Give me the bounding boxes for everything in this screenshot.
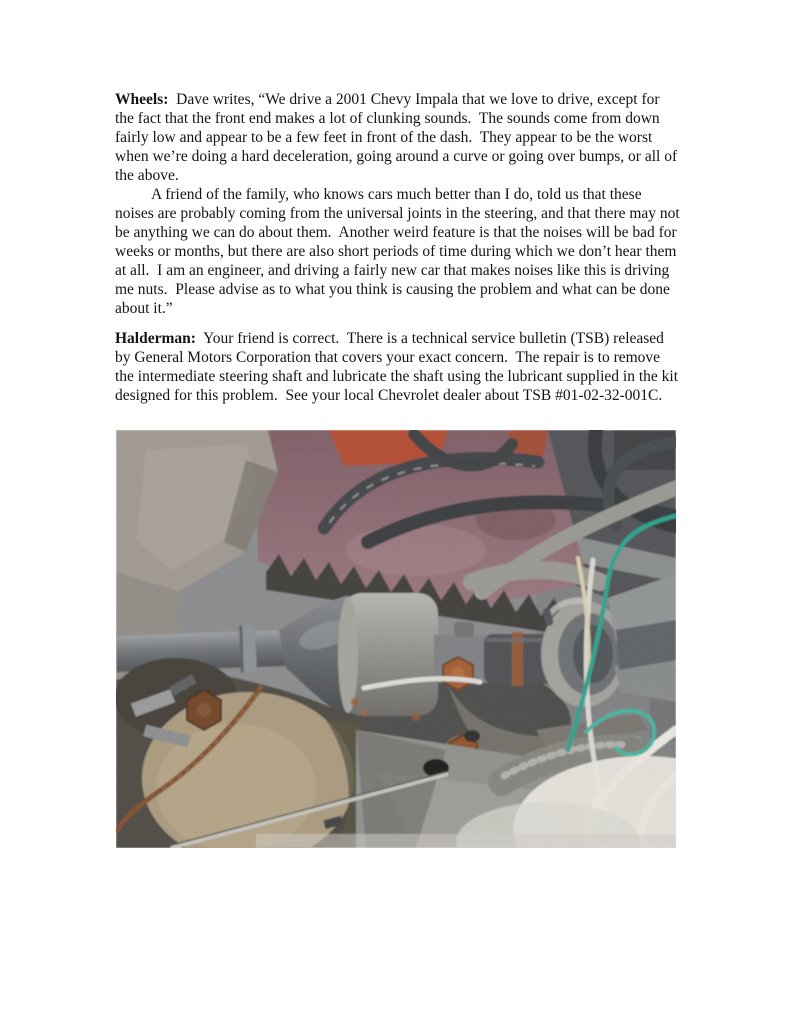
wheels-text: Dave writes, “We drive a 2001 Chevy Impala that we love to drive, except for the fact that the front end makes a lot of clunking sounds. The sounds come from down fairly low and appear to be a few feet in front of the dash. They appear to be the worst when we’re doing a hard deceleration, going around a curve or going over bumps, or all of the above. <box>115 91 681 184</box>
paragraph-halderman <box>115 329 680 405</box>
engine-bay-photo <box>116 430 676 848</box>
paragraph-friend <box>115 185 684 318</box>
halderman-label: Halderman: <box>115 330 196 347</box>
halderman-text: Your friend is correct. There is a technical service bulletin (TSB) released by General Motors Corporation that covers your exact concern. The repair is to remove the intermediate steering shaft and lubricate the shaft using the lubricant supplied in the kit designed for this problem. See your local Chevrolet dealer about TSB #01-02-32-001C. <box>115 330 682 404</box>
paragraph-wheels <box>115 90 680 185</box>
wheels-label: Wheels: <box>115 91 169 108</box>
text-block <box>115 90 684 405</box>
photo-grain-overlay <box>116 430 676 848</box>
engine-photo-svg <box>116 430 676 848</box>
friend-text: A friend of the family, who knows cars much better than I do, told us that these noises are probably coming from the universal joints in the steering, and that there may not be anything we can do about them. Another weird feature is that the noises will be bad for weeks or months, but there are also short periods of time during which we don’t hear them at all. I am an engineer, and driving a fairly new car that makes noises like this is driving me nuts. Please advise as to what you think is causing the problem and what can be done about it.” <box>115 186 684 317</box>
